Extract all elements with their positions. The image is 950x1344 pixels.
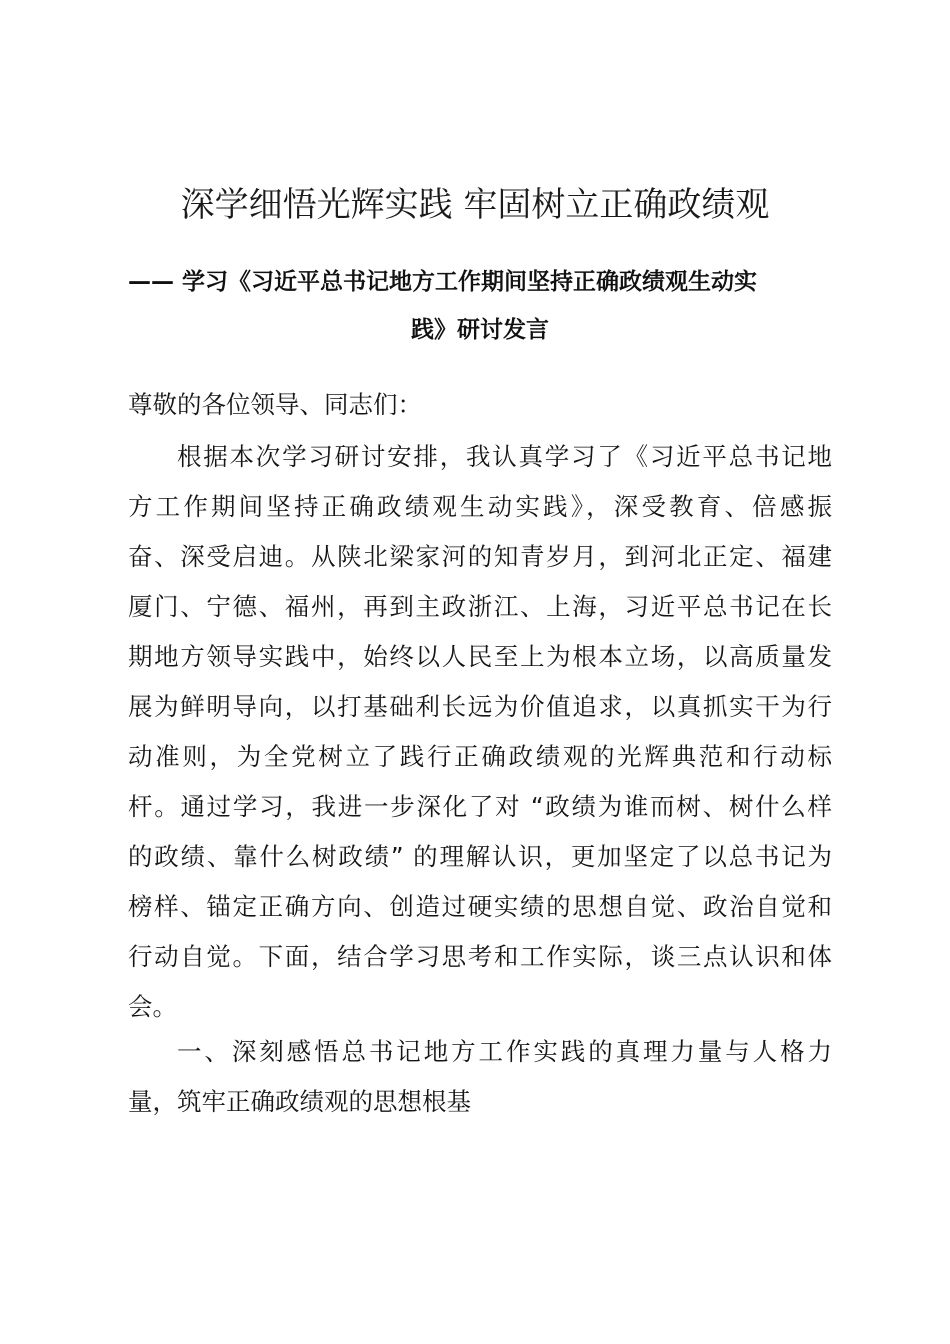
paragraph-line: 动准则，为全党树立了践行正确政绩观的光辉典范和行动标 <box>128 742 832 771</box>
document-subtitle-line-2: 践》研讨发言 <box>411 317 549 343</box>
paragraph-line: 根据本次学习研讨安排，我认真学习了《习近平总书记地 <box>177 442 832 471</box>
paragraph-line: 行动自觉。下面，结合学习思考和工作实际，谈三点认识和体 <box>128 942 832 971</box>
paragraph-line: 杆。通过学习，我进一步深化了对 “政绩为谁而树、树什么样 <box>128 792 832 821</box>
document-title: 深学细悟光辉实践 牢固树立正确政绩观 <box>180 185 770 225</box>
paragraph-line: 期地方领导实践中，始终以人民至上为根本立场，以高质量发 <box>128 642 832 671</box>
heading-line: 量，筑牢正确政绩观的思想根基 <box>128 1087 471 1116</box>
paragraph-line: 方工作期间坚持正确政绩观生动实践》，深受教育、倍感振 <box>128 492 832 521</box>
paragraph-line: 会。 <box>128 992 177 1021</box>
salutation: 尊敬的各位领导、同志们： <box>128 390 422 419</box>
heading-line: 一、深刻感悟总书记地方工作实践的真理力量与人格力 <box>177 1037 832 1066</box>
paragraph-line: 的政绩、靠什么树政绩” 的理解认识，更加坚定了以总书记为 <box>128 842 832 871</box>
section-1-heading <box>128 1027 832 1127</box>
paragraph-line: 展为鲜明导向，以打基础利长远为价值追求，以真抓实干为行 <box>128 692 832 721</box>
paragraph-line: 榜样、锚定正确方向、创造过硬实绩的思想自觉、政治自觉和 <box>128 892 832 921</box>
paragraph-line: 厦门、宁德、福州，再到主政浙江、上海，习近平总书记在长 <box>128 592 832 621</box>
paragraph-line: 奋、深受启迪。从陕北梁家河的知青岁月，到河北正定、福建 <box>128 542 832 571</box>
document-subtitle-line-1: —— 学习《习近平总书记地方工作期间坚持正确政绩观生动实 <box>128 269 758 295</box>
paragraph-1 <box>128 432 832 1032</box>
